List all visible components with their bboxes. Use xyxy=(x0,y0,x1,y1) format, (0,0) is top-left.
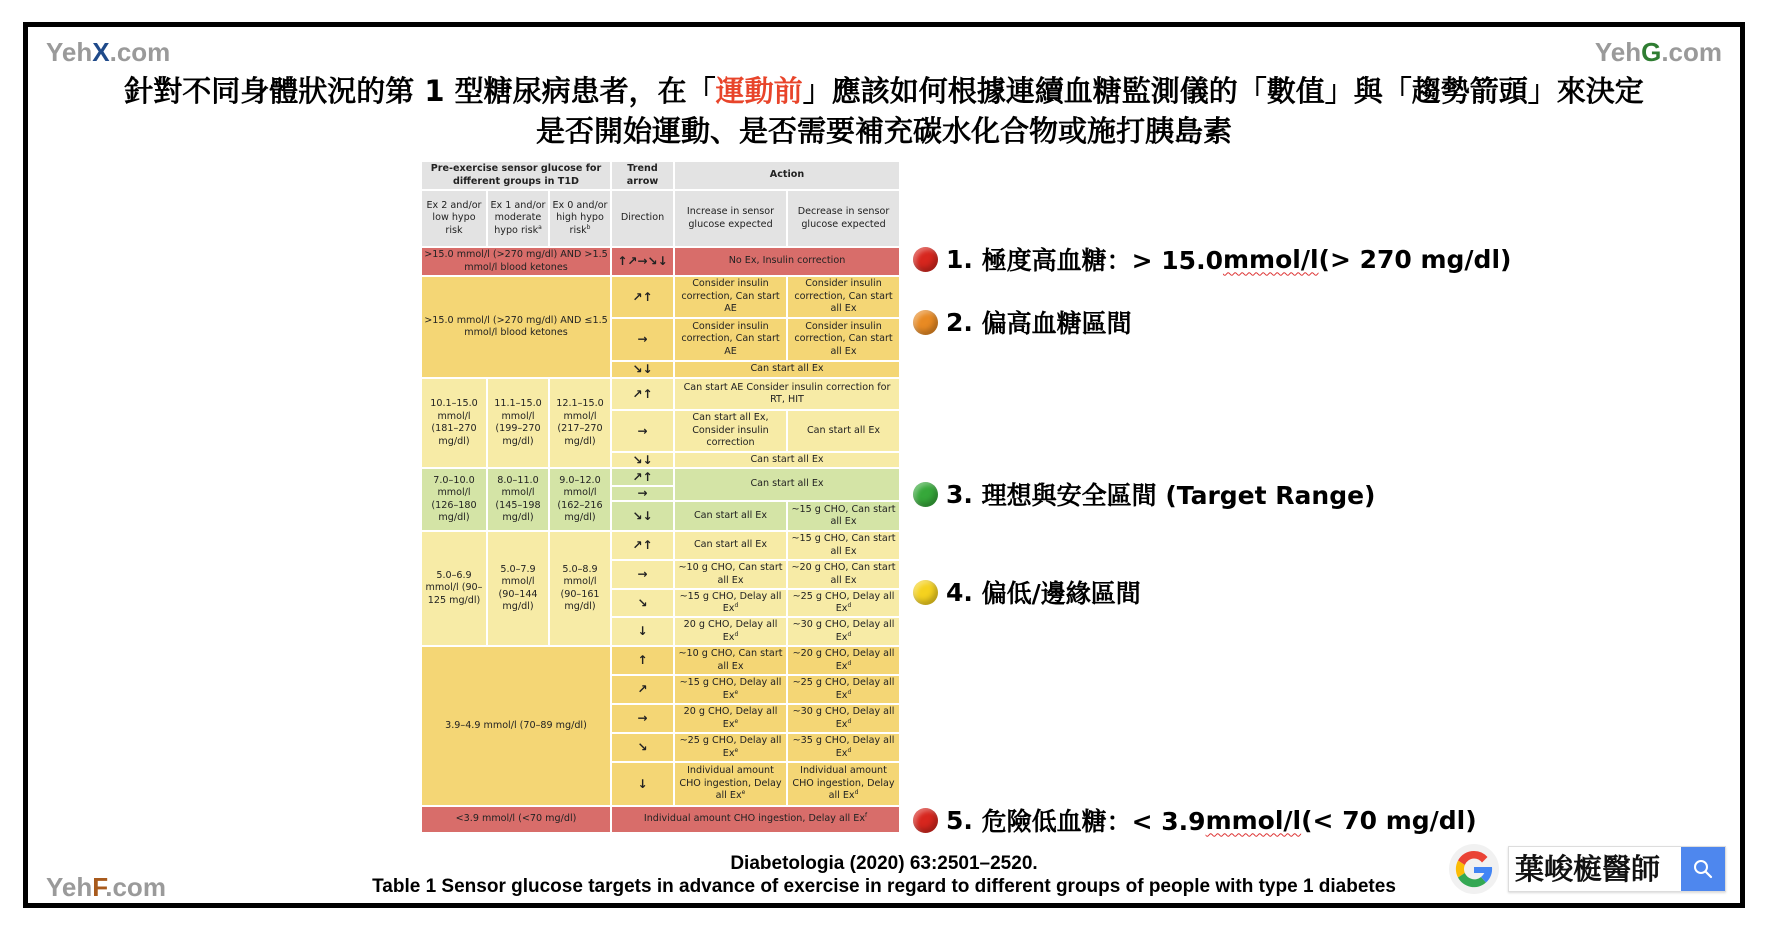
action-text: ~35 g CHO, Delay all Ex xyxy=(792,735,895,759)
legend-label: 極度高血糖：> 15.0 xyxy=(981,246,1223,275)
logo-suffix: .com xyxy=(1661,37,1722,67)
legend-label: 偏低/邊緣區間 xyxy=(981,579,1141,608)
footnote-marker: f xyxy=(865,812,868,820)
trend-arrows-all-icon: ↑↗→↘↓ xyxy=(611,247,674,276)
action-text: ~30 g CHO, Delay all Ex xyxy=(792,619,895,643)
glucose-exercise-table xyxy=(420,160,901,834)
action-cell: Can start all Ex xyxy=(674,361,900,378)
arrow-up-icon: ↗↑ xyxy=(611,531,674,560)
range-ex1-cell: 8.0–11.0 mmol/l (145–198 mg/dl) xyxy=(487,468,549,531)
header-action: Action xyxy=(674,161,900,190)
header-ex2: Ex 2 and/or low hypo risk xyxy=(421,190,487,247)
footnote-marker: e xyxy=(741,789,746,797)
range-ex1-cell: 5.0–7.9 mmol/l (90–144 mg/dl) xyxy=(487,531,549,646)
citation: Diabetologia (2020) 63:2501–2520. xyxy=(730,853,1038,874)
legend-label: 理想與安全區間 (Target Range) xyxy=(981,481,1376,510)
footnote-marker: d xyxy=(847,688,852,696)
footnote-marker: d xyxy=(847,746,852,754)
logo-highlight: X xyxy=(92,37,110,67)
range-ex2-cell: 5.0–6.9 mmol/l (90–125 mg/dl) xyxy=(421,531,487,646)
header-ex0 xyxy=(549,190,611,247)
arrow-right-icon: → xyxy=(611,704,674,733)
arrow-up-icon: ↗↑ xyxy=(611,378,674,410)
range-ex1-cell: 11.1–15.0 mmol/l (199–270 mg/dl) xyxy=(487,378,549,468)
legend-item-3 xyxy=(913,476,1376,512)
footnote-marker: e xyxy=(734,688,739,696)
header-trend-arrow: Trend arrow xyxy=(611,161,674,190)
action-increase-cell xyxy=(674,733,787,762)
range-ex0-cell: 5.0–8.9 mmol/l (90–161 mg/dl) xyxy=(549,531,611,646)
action-increase-cell xyxy=(674,589,787,617)
logo-yehx[interactable] xyxy=(46,37,170,68)
action-text: ~30 g CHO, Delay all Ex xyxy=(792,706,895,730)
legend-label: 偏高血糖區間 xyxy=(981,309,1132,338)
footnote-marker: d xyxy=(847,630,852,638)
arrow-down-right-icon: ↘ xyxy=(611,733,674,762)
header-ex1 xyxy=(487,190,549,247)
action-decrease-cell: Consider insulin correction, Can start all Ex xyxy=(787,318,900,361)
arrow-down-right-icon: ↘ xyxy=(611,589,674,617)
legend-unit: mmol/l xyxy=(1222,244,1319,274)
legend-label: 危險低血糖：< 3.9 xyxy=(981,807,1206,836)
logo-highlight: F xyxy=(92,872,106,902)
action-text: ~25 g CHO, Delay all Ex xyxy=(679,735,782,759)
footnote-marker: d xyxy=(734,601,739,609)
title-text: 」應該如何根據連續血糖監測儀的「數值」與「趨勢箭頭」來決定 xyxy=(802,74,1644,108)
action-decrease-cell: Consider insulin correction, Can start all Ex xyxy=(787,276,900,318)
action-text: ~15 g CHO, Delay all Ex xyxy=(679,677,782,701)
footnote-marker: d xyxy=(847,717,852,725)
footnote-marker: b xyxy=(586,223,591,231)
action-increase-cell xyxy=(674,762,787,806)
action-text: Individual amount CHO ingestion, Delay all Ex xyxy=(643,813,865,825)
arrow-down-icon: ↘↓ xyxy=(611,452,674,468)
logo-highlight: G xyxy=(1641,37,1662,67)
action-text: Individual amount CHO ingestion, Delay all Ex xyxy=(679,765,782,802)
logo-prefix: Yeh xyxy=(46,37,93,67)
header-decrease: Decrease in sensor glucose expected xyxy=(787,190,900,247)
green-dot-icon xyxy=(913,482,938,507)
action-text: ~25 g CHO, Delay all Ex xyxy=(792,677,895,701)
arrow-up-icon: ↑ xyxy=(611,646,674,675)
action-increase-cell xyxy=(674,675,787,704)
action-decrease-cell: ~15 g CHO, Can start all Ex xyxy=(787,501,900,531)
title-highlight: 運動前 xyxy=(715,74,803,108)
action-cell: Can start all Ex xyxy=(674,468,900,501)
action-decrease-cell: Can start all Ex xyxy=(787,410,900,452)
action-increase-cell: ~10 g CHO, Can start all Ex xyxy=(674,560,787,589)
header-ex1-text: Ex 1 and/or moderate hypo risk xyxy=(490,199,546,236)
arrow-down-icon: ↘↓ xyxy=(611,501,674,531)
action-text: Individual amount CHO ingestion, Delay all Ex xyxy=(792,765,895,802)
logo-suffix: .com xyxy=(109,37,171,67)
action-text: 20 g CHO, Delay all Ex xyxy=(683,706,778,730)
arrow-right-icon: → xyxy=(611,486,674,501)
action-decrease-cell xyxy=(787,617,900,646)
action-decrease-cell: ~20 g CHO, Can start all Ex xyxy=(787,560,900,589)
header-ex0-text: Ex 0 and/or high hypo risk xyxy=(552,199,608,236)
google-logo-icon[interactable] xyxy=(1448,843,1500,895)
action-decrease-cell xyxy=(787,589,900,617)
arrow-down-icon: ↓ xyxy=(611,762,674,806)
action-cell: Can start all Ex xyxy=(674,452,900,468)
search-button[interactable] xyxy=(1681,847,1725,891)
range-ex0-cell: 12.1–15.0 mmol/l (217–270 mg/dl) xyxy=(549,378,611,468)
page-frame xyxy=(23,22,1745,908)
action-cell: Can start AE Consider insulin correction for RT, HIT xyxy=(674,378,900,410)
range-cell: 3.9–4.9 mmol/l (70–89 mg/dl) xyxy=(421,646,611,806)
arrow-right-icon: → xyxy=(611,318,674,361)
title-text: 針對不同身體狀況的第 1 型糖尿病患者，在「 xyxy=(124,74,716,108)
footnote-marker: d xyxy=(734,630,739,638)
legend-item-1 xyxy=(913,241,1511,277)
arrow-up-right-icon: ↗ xyxy=(611,675,674,704)
yellow-dot-icon xyxy=(913,580,938,605)
action-increase-cell: Can start all Ex xyxy=(674,501,787,531)
action-increase-cell xyxy=(674,704,787,733)
legend-item-2 xyxy=(913,304,1132,340)
range-cell: <3.9 mmol/l (<70 mg/dl) xyxy=(421,806,611,833)
action-decrease-cell xyxy=(787,762,900,806)
action-decrease-cell xyxy=(787,704,900,733)
title-line-1 xyxy=(28,71,1740,111)
action-increase-cell: Can start all Ex, Consider insulin correction xyxy=(674,410,787,452)
legend-number: 5. xyxy=(946,805,973,835)
page-title xyxy=(28,71,1740,151)
range-ex0-cell: 9.0–12.0 mmol/l (162–216 mg/dl) xyxy=(549,468,611,531)
google-search-widget xyxy=(1448,843,1726,895)
footnote-marker: d xyxy=(847,601,852,609)
range-cell: >15.0 mmol/l (>270 mg/dl) AND >1.5 mmol/l blood ketones xyxy=(421,247,611,276)
red-dot-icon xyxy=(913,247,938,272)
action-increase-cell xyxy=(674,617,787,646)
arrow-up-icon: ↗↑ xyxy=(611,276,674,318)
logo-suffix: .com xyxy=(105,872,166,902)
legend-tail: (< 70 mg/dl) xyxy=(1301,805,1477,835)
search-box xyxy=(1508,846,1726,892)
header-increase: Increase in sensor glucose expected xyxy=(674,190,787,247)
range-cell: >15.0 mmol/l (>270 mg/dl) AND ≤1.5 mmol/l blood ketones xyxy=(421,276,611,378)
legend-number: 1. xyxy=(946,244,973,274)
action-decrease-cell: ~15 g CHO, Can start all Ex xyxy=(787,531,900,560)
footnote-marker: d xyxy=(854,789,859,797)
action-cell xyxy=(611,806,900,833)
arrow-up-icon: ↗↑ xyxy=(611,468,674,486)
logo-yehf[interactable] xyxy=(46,872,166,903)
footnote-marker: d xyxy=(847,659,852,667)
legend-number: 3. xyxy=(946,479,973,509)
range-ex2-cell: 10.1–15.0 mmol/l (181–270 mg/dl) xyxy=(421,378,487,468)
action-cell: No Ex, Insulin correction xyxy=(674,247,900,276)
logo-yehg[interactable] xyxy=(1595,37,1722,68)
range-ex2-cell: 7.0–10.0 mmol/l (126–180 mg/dl) xyxy=(421,468,487,531)
action-decrease-cell xyxy=(787,675,900,704)
action-increase-cell: Consider insulin correction, Can start AE xyxy=(674,318,787,361)
orange-dot-icon xyxy=(913,310,938,335)
action-increase-cell: ~10 g CHO, Can start all Ex xyxy=(674,646,787,675)
legend-item-5 xyxy=(913,802,1477,838)
action-decrease-cell xyxy=(787,733,900,762)
logo-prefix: Yeh xyxy=(1594,37,1642,67)
search-input[interactable]: 葉峻榳醫師 xyxy=(1509,847,1681,891)
action-text: 20 g CHO, Delay all Ex xyxy=(683,619,778,643)
header-direction: Direction xyxy=(611,190,674,247)
table-caption: Table 1 Sensor glucose targets in advance of exercise in regard to different groups of people with type 1 diabetes xyxy=(372,876,1396,897)
search-icon xyxy=(1692,858,1714,880)
arrow-down-icon: ↓ xyxy=(611,617,674,646)
arrow-down-icon: ↘↓ xyxy=(611,361,674,378)
action-text: ~20 g CHO, Delay all Ex xyxy=(792,648,895,672)
action-increase-cell: Consider insulin correction, Can start AE xyxy=(674,276,787,318)
title-line-2: 是否開始運動、是否需要補充碳水化合物或施打胰島素 xyxy=(535,114,1232,148)
footnote-marker: a xyxy=(538,223,542,231)
legend-item-4 xyxy=(913,574,1141,610)
legend-number: 4. xyxy=(946,577,973,607)
header-glucose-groups: Pre-exercise sensor glucose for different groups in T1D xyxy=(421,161,611,190)
arrow-right-icon: → xyxy=(611,560,674,589)
legend-unit: mmol/l xyxy=(1205,805,1302,835)
arrow-right-icon: → xyxy=(611,410,674,452)
action-decrease-cell xyxy=(787,646,900,675)
legend-tail: (> 270 mg/dl) xyxy=(1318,244,1512,274)
action-increase-cell: Can start all Ex xyxy=(674,531,787,560)
legend-number: 2. xyxy=(946,307,973,337)
logo-prefix: Yeh xyxy=(46,872,93,902)
action-text: ~25 g CHO, Delay all Ex xyxy=(792,590,895,614)
action-text: ~15 g CHO, Delay all Ex xyxy=(679,590,782,614)
red-dot-icon xyxy=(913,808,938,833)
footnote-marker: e xyxy=(734,746,739,754)
footnote-marker: e xyxy=(734,717,739,725)
